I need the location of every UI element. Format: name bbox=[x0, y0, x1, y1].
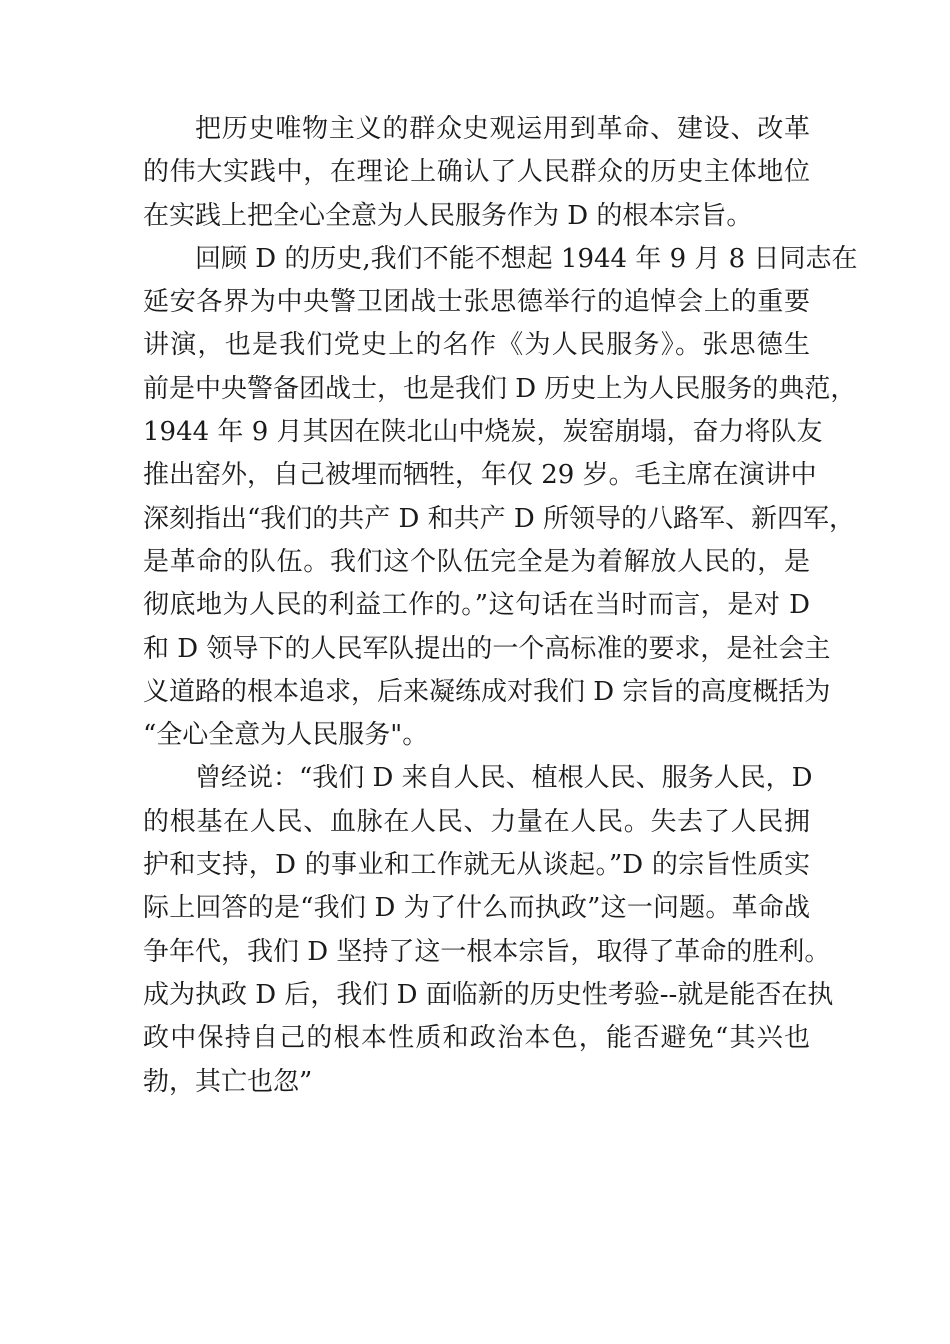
text-line: 和 D 领导下的人民军队提出的一个高标准的要求，是社会主 bbox=[143, 633, 831, 664]
text-line: 把历史唯物主义的群众史观运用到革命、建设、改革 bbox=[195, 114, 810, 144]
text-line: 1944 年 9 月其因在陕北山中烧炭，炭窑崩塌，奋力将队友 bbox=[143, 417, 823, 448]
text-line: 在实践上把全心全意为人民服务作为 D 的根本宗旨。 bbox=[143, 200, 753, 231]
text-line: 回顾 D 的历史,我们不能不想起 1944 年 9 月 8 日同志在 bbox=[195, 243, 858, 274]
text-line: 讲演，也是我们党史上的名作《为人民服务》。张思德生 bbox=[143, 330, 810, 361]
text-line: 彻底地为人民的利益工作的。”这句话在当时而言，是对 D bbox=[143, 590, 810, 621]
text-line: 争年代，我们 D 坚持了这一根本宗旨，取得了革命的胜利。 bbox=[143, 936, 831, 967]
text-line: 推出窑外，自己被埋而牺牲，年仅 29 岁。毛主席在演讲中 bbox=[143, 460, 817, 491]
text-line: 义道路的根本追求，后来凝练成对我们 D 宗旨的高度概括为 bbox=[143, 676, 831, 707]
text-line: 成为执政 D 后，我们 D 面临新的历史性考验--就是能否在执 bbox=[143, 979, 834, 1010]
text-line: 延安各界为中央警卫团战士张思德举行的追悼会上的重要 bbox=[143, 287, 810, 318]
text-line: 政中保持自己的根本性质和政治本色，能否避免“其兴也 bbox=[143, 1023, 810, 1054]
text-line: 的伟大实践中，在理论上确认了人民群众的历史主体地位 bbox=[143, 157, 810, 188]
text-line: 深刻指出“我们的共产 D 和共产 D 所领导的八路军、新四军， bbox=[143, 503, 856, 534]
text-line: 的根基在人民、血脉在人民、力量在人民。失去了人民拥 bbox=[143, 806, 810, 837]
text-line: “全心全意为人民服务"。 bbox=[143, 720, 429, 751]
text-line: 是革命的队伍。我们这个队伍完全是为着解放人民的，是 bbox=[143, 546, 810, 577]
text-line: 前是中央警备团战士，也是我们 D 历史上为人民服务的典范， bbox=[143, 373, 857, 404]
text-line: 护和支持，D 的事业和工作就无从谈起。”D 的宗旨性质实 bbox=[143, 850, 810, 881]
text-line: 勃，其亡也忽” bbox=[143, 1066, 313, 1097]
text-line: 际上回答的是“我们 D 为了什么而执政”这一问题。革命战 bbox=[143, 893, 810, 924]
text-line: 曾经说：“我们 D 来自人民、植根人民、服务人民，D bbox=[195, 763, 813, 794]
document-text bbox=[143, 108, 858, 1104]
